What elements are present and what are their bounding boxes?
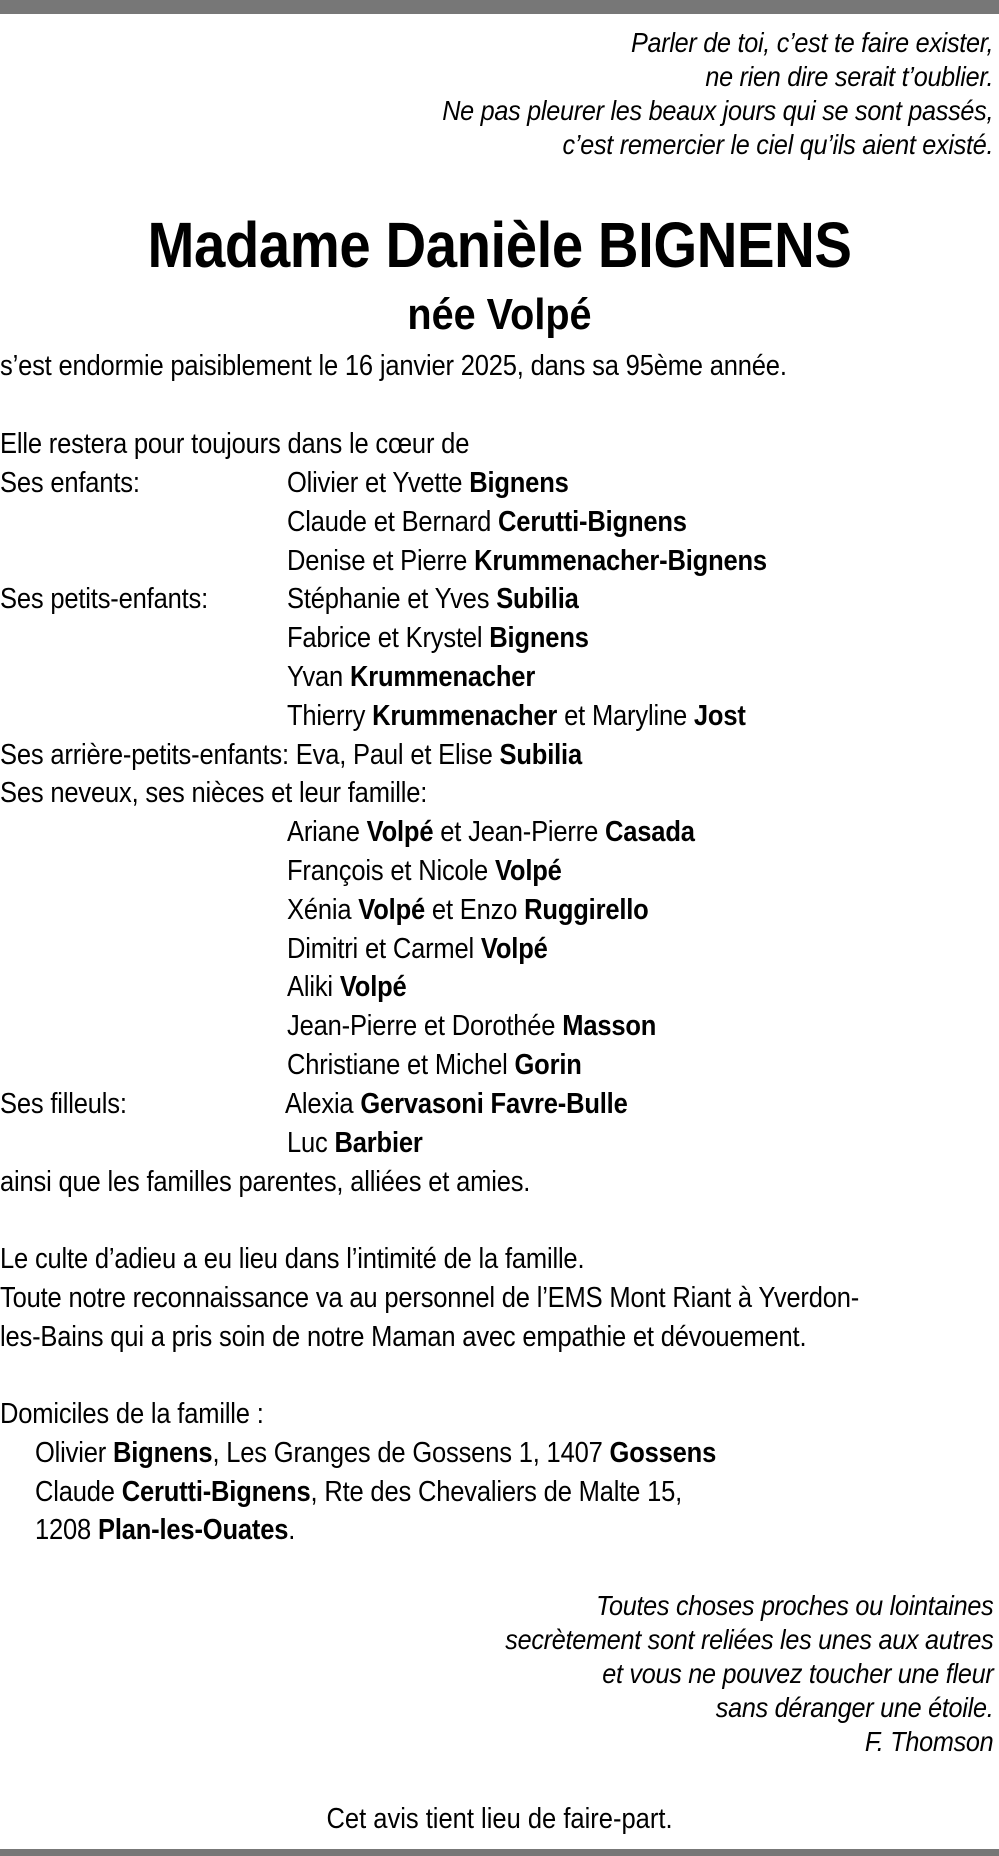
- thanks-line: les-Bains qui a pris soin de notre Maman avec empathie et dévouement.: [0, 1321, 807, 1353]
- family-row: Denise et Pierre Krummenacher-Bignens: [287, 545, 767, 577]
- maiden-name: née Volpé: [407, 290, 592, 339]
- family-row: Stéphanie et Yves Subilia: [287, 583, 579, 615]
- domiciles-label: Domiciles de la famille :: [0, 1398, 264, 1430]
- family-row: Aliki Volpé: [287, 971, 407, 1003]
- great-grandchildren-line: Ses arrière-petits-enfants: Eva, Paul et Elise Subilia: [0, 739, 582, 771]
- deceased-name: Madame Danièle BIGNENS: [147, 209, 852, 281]
- family-row: Xénia Volpé et Enzo Ruggirello: [287, 894, 649, 926]
- family-row: Jean-Pierre et Dorothée Masson: [287, 1010, 657, 1042]
- deceased-line: s’est endormie paisiblement le 16 janvier 2025, dans sa 95ème année.: [0, 350, 787, 382]
- poem-line: et vous ne pouvez toucher une fleur: [601, 1658, 993, 1689]
- grandchildren-label: Ses petits-enfants:: [0, 583, 209, 615]
- address-line: Claude Cerutti-Bignens, Rte des Chevaliers de Malte 15,: [35, 1476, 683, 1508]
- family-row: Yvan Krummenacher: [287, 661, 536, 693]
- poem-line: Parler de toi, c’est te faire exister,: [630, 27, 993, 58]
- family-row: Claude et Bernard Cerutti-Bignens: [287, 506, 687, 538]
- footer-note: Cet avis tient lieu de faire-part.: [326, 1803, 673, 1835]
- top-border: [0, 0, 999, 14]
- bottom-border: [0, 1849, 999, 1856]
- poem-line: sans déranger une étoile.: [715, 1692, 993, 1723]
- poem-line: c’est remercier le ciel qu’ils aient existé.: [562, 129, 993, 160]
- ceremony-line: Le culte d’adieu a eu lieu dans l’intimité de la famille.: [0, 1243, 585, 1275]
- family-row: Dimitri et Carmel Volpé: [287, 933, 548, 965]
- address-line: Olivier Bignens, Les Granges de Gossens 1, 1407 Gossens: [35, 1437, 717, 1469]
- address-line: 1208 Plan-les-Ouates.: [35, 1514, 296, 1546]
- family-row: Ariane Volpé et Jean-Pierre Casada: [287, 816, 695, 848]
- family-row: Christiane et Michel Gorin: [287, 1049, 582, 1081]
- children-label: Ses enfants:: [0, 467, 140, 499]
- poem-line: ne rien dire serait t’oublier.: [705, 61, 993, 92]
- nephews-label: Ses neveux, ses nièces et leur famille:: [0, 777, 428, 809]
- intro-line: Elle restera pour toujours dans le cœur de: [0, 428, 470, 460]
- family-row: Fabrice et Krystel Bignens: [287, 622, 589, 654]
- poem-line: Toutes choses proches ou lointaines: [595, 1590, 993, 1621]
- thanks-line: Toute notre reconnaissance va au personnel de l’EMS Mont Riant à Yverdon-: [0, 1282, 860, 1314]
- poem-author: F. Thomson: [864, 1726, 993, 1757]
- opening-poem: [442, 26, 993, 162]
- closing-poem: [505, 1589, 993, 1759]
- family-row: Luc Barbier: [287, 1127, 423, 1159]
- godchildren-label: Ses filleuls:: [0, 1088, 127, 1120]
- family-row: Thierry Krummenacher et Maryline Jost: [287, 700, 746, 732]
- poem-line: secrètement sont reliées les unes aux autres: [504, 1624, 993, 1655]
- family-row: Alexia Gervasoni Favre-Bulle: [285, 1088, 628, 1120]
- family-row: François et Nicole Volpé: [287, 855, 562, 887]
- families-line: ainsi que les familles parentes, alliées et amies.: [0, 1166, 531, 1198]
- family-row: Olivier et Yvette Bignens: [287, 467, 569, 499]
- poem-line: Ne pas pleurer les beaux jours qui se sont passés,: [441, 95, 993, 126]
